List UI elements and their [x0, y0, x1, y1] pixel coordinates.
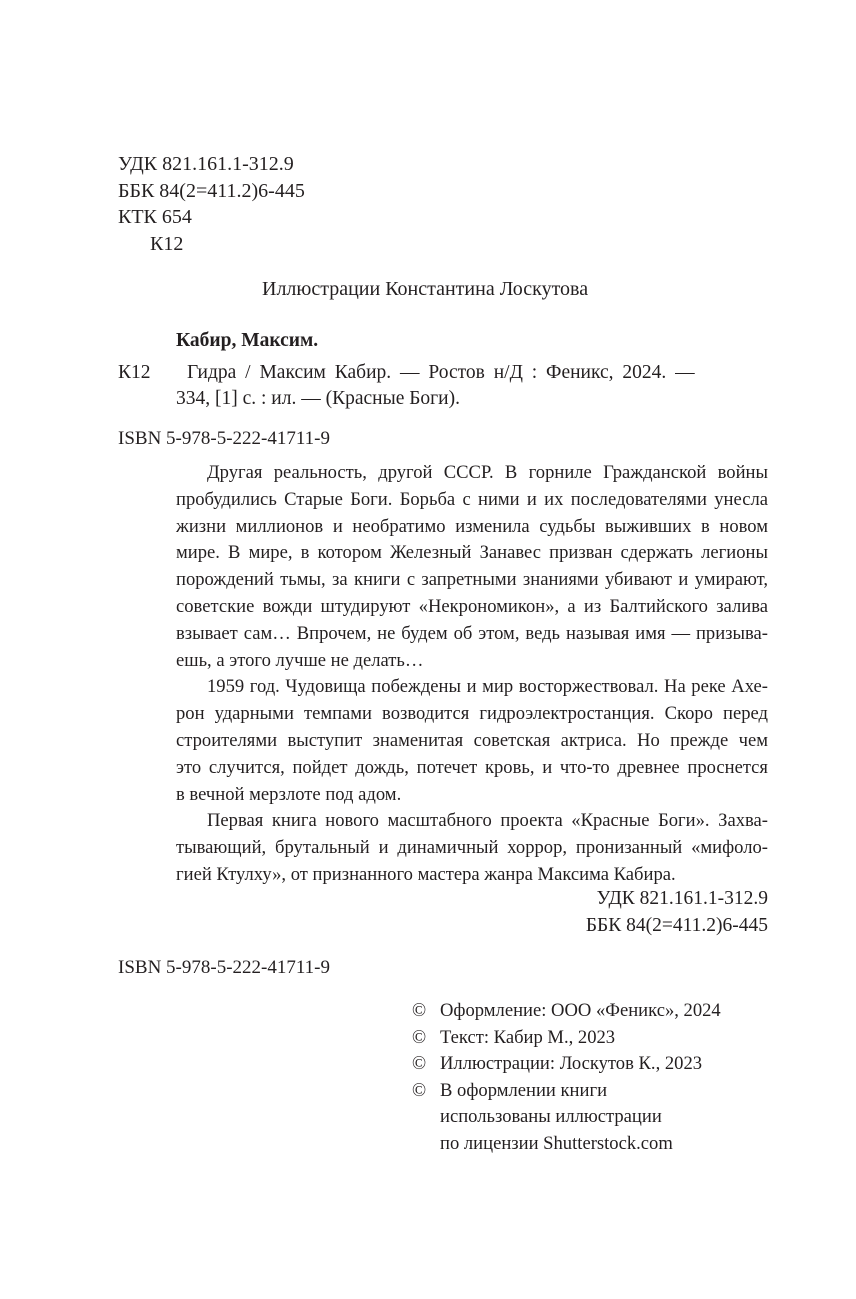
copyright-icon: © — [412, 1000, 427, 1021]
author-mark: К12 — [150, 232, 184, 255]
annotation-line: строителями выступит знаменитая советская актриса. Но прежде чем — [176, 729, 768, 751]
illustrator-credit: Иллюстрации Константина Лоскутова — [262, 278, 589, 300]
copyright-item — [412, 998, 721, 1025]
annotation-paragraph — [176, 460, 768, 674]
classification-right — [586, 885, 768, 939]
annotation-line: пробудились Старые Боги. Борьба с ними и их последователями унесла — [176, 488, 768, 510]
annotation-line: гией Ктулху», от признанного мастера жанра Максима Кабира. — [176, 863, 676, 885]
annotation-line: советские вожди штудируют «Некрономикон», а из Балтийского залива — [176, 595, 768, 617]
bibliographic-author-mark: К12 — [118, 362, 151, 383]
isbn: ISBN 5-978-5-222-41711-9 — [118, 428, 330, 449]
annotation-paragraph — [176, 808, 768, 888]
classification-block — [118, 151, 305, 257]
copyright-icon: © — [412, 1026, 427, 1048]
isbn: ISBN 5-978-5-222-41711-9 — [118, 957, 330, 978]
copyright-text: по лицензии Shutterstock.com — [440, 1132, 673, 1154]
copyright-text: Оформление: ООО «Феникс», 2024 — [440, 1000, 721, 1021]
annotation — [176, 460, 768, 889]
annotation-line: 1959 год. Чудовища побеждены и мир восторжествовал. На реке Ахе- — [207, 676, 768, 698]
annotation-line: взывает сам… Впрочем, не будем об этом, ведь называя имя — призыва- — [176, 622, 768, 644]
annotation-line: рон ударными темпами возводится гидроэлектростанция. Скоро перед — [176, 703, 768, 725]
copyright-icon: © — [412, 1079, 427, 1101]
annotation-line: порождений тьмы, за книги с запретными знаниями убивают и умирают, — [176, 569, 768, 591]
annotation-line: мире. В мире, в котором Железный Занавес призван сдержать легионы — [176, 542, 768, 564]
copyright-text: В оформлении книги — [440, 1079, 608, 1101]
annotation-line: жизни миллионов и необратимо изменила судьбы выживших в новом — [176, 515, 768, 537]
copyright-block — [412, 998, 721, 1157]
bibliographic-description-line: Гидра / Максим Кабир. — Ростов н/Д : Феникс, 2024. — — [187, 362, 695, 383]
annotation-line: Первая книга нового масштабного проекта «Красные Боги». Захва- — [207, 810, 768, 832]
copyright-text-block — [440, 1078, 673, 1158]
bbk-code: ББК 84(2=411.2)6-445 — [118, 179, 305, 202]
copyright-item — [412, 1078, 721, 1158]
udk-code: УДК 821.161.1-312.9 — [118, 153, 294, 175]
annotation-line: тывающий, брутальный и динамичный хоррор, пронизанный «мифоло- — [176, 837, 768, 859]
ktk-code: КТК 654 — [118, 206, 192, 228]
bbk-code: ББК 84(2=411.2)6-445 — [585, 915, 768, 936]
copyright-text: использованы иллюстрации — [440, 1106, 662, 1127]
annotation-line: Другая реальность, другой СССР. В горниле Гражданской войны — [207, 462, 768, 483]
copyright-text: Иллюстрации: Лоскутов К., 2023 — [440, 1053, 703, 1074]
copyright-item — [412, 1051, 721, 1078]
annotation-line: ешь, а этого лучше не делать… — [176, 649, 424, 671]
copyright-text: Текст: Кабир М., 2023 — [440, 1026, 616, 1048]
annotation-line: в вечной мерзлоте под адом. — [176, 783, 402, 805]
copyright-item — [412, 1025, 721, 1052]
annotation-line: это случится, пойдет дождь, потечет кровь, и что-то древнее проснется — [176, 756, 768, 778]
annotation-paragraph — [176, 674, 768, 808]
bibliographic-author: Кабир, Максим. — [176, 330, 319, 351]
udk-code: УДК 821.161.1-312.9 — [596, 888, 768, 909]
bibliographic-description-line: 334, [1] с. : ил. — (Красные Боги). — [176, 388, 460, 409]
copyright-icon: © — [412, 1053, 427, 1074]
